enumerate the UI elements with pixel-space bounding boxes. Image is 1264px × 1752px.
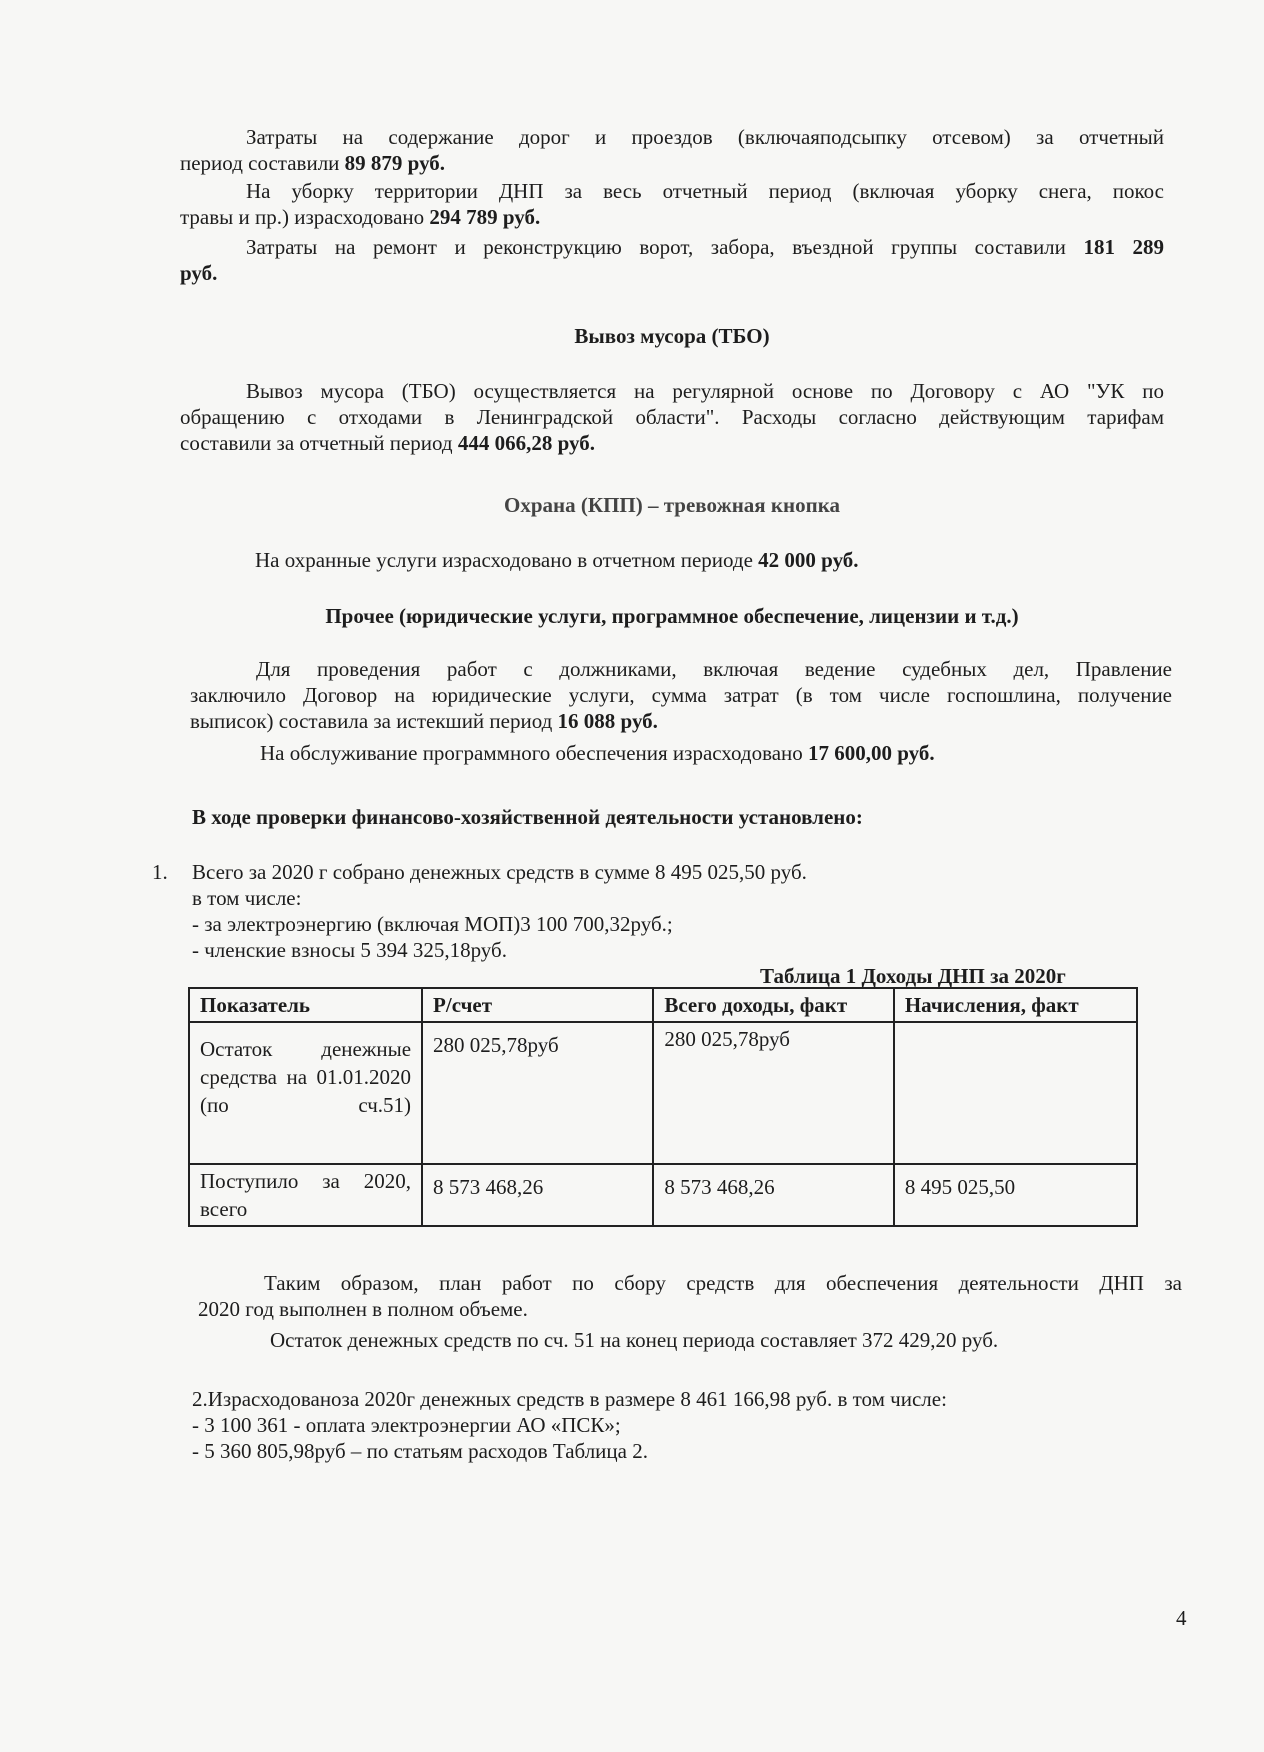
- table-row: [189, 1022, 1137, 1164]
- heading-audit: В ходе проверки финансово-хозяйственной деятельности установлено:: [192, 805, 863, 829]
- list-line: 2.Израсходованоза 2020г денежных средств в размере 8 461 166,98 руб. в том числе:: [192, 1387, 947, 1411]
- paragraph-cleaning: [180, 178, 1164, 230]
- heading-waste: Вывоз мусора (ТБО): [574, 324, 770, 348]
- paragraph-line: Затраты на содержание дорог и проездов (включаяподсыпку отсевом) за отчетный: [246, 125, 1164, 149]
- amount-software: 17 600,00 руб.: [808, 741, 935, 765]
- table-cell: 280 025,78руб: [653, 1022, 894, 1164]
- paragraph-plan: [198, 1270, 1182, 1322]
- table-row: [189, 1164, 1137, 1226]
- table-header-cell: Р/счет: [422, 988, 653, 1022]
- paragraph-line: 2020 год выполнен в полном объеме.: [198, 1297, 528, 1321]
- paragraph-software: На обслуживание программного обеспечения израсходовано 17 600,00 руб.: [260, 741, 935, 765]
- table-cell: [894, 1022, 1137, 1164]
- paragraph-line: На уборку территории ДНП за весь отчетный период (включая уборку снега, покос: [246, 179, 1164, 203]
- paragraph-balance: Остаток денежных средств по сч. 51 на конец периода составляет 372 429,20 руб.: [270, 1328, 999, 1352]
- paragraph-line: руб.: [180, 261, 218, 285]
- paragraph-gates: [180, 234, 1164, 286]
- paragraph-line: составили за отчетный период 444 066,28 руб.: [180, 431, 595, 455]
- amount-gates: 181 289: [1083, 235, 1164, 259]
- heading-security: Охрана (КПП) – тревожная кнопка: [503, 493, 840, 517]
- paragraph-security: На охранные услуги израсходовано в отчетном периоде 42 000 руб.: [255, 548, 859, 572]
- table-header-row: [189, 988, 1137, 1022]
- table-cell: 8 573 468,26: [653, 1164, 894, 1226]
- list-line: - членские взносы 5 394 325,18руб.: [192, 938, 507, 962]
- list-line: Всего за 2020 г собрано денежных средств в сумме 8 495 025,50 руб.: [192, 860, 807, 884]
- paragraph-line: травы и пр.) израсходовано 294 789 руб.: [180, 205, 541, 229]
- heading-other: Прочее (юридические услуги, программное обеспечение, лицензии и т.д.): [325, 604, 1019, 628]
- table-caption: Таблица 1 Доходы ДНП за 2020г: [760, 964, 1066, 988]
- amount-cleaning: 294 789 руб.: [429, 205, 541, 229]
- list-line: - 5 360 805,98руб – по статьям расходов Таблица 2.: [192, 1439, 648, 1463]
- paragraph-line: заключило Договор на юридические услуги, сумма затрат (в том числе госпошлина, получение: [190, 683, 1172, 707]
- paragraph-line: выписок) составила за истекший период 16 088 руб.: [190, 709, 658, 733]
- table-header-cell: Показатель: [189, 988, 422, 1022]
- amount-legal: 16 088 руб.: [557, 709, 658, 733]
- paragraph-line: Затраты на ремонт и реконструкцию ворот, забора, въездной группы составили 181 289: [246, 235, 1164, 259]
- list-line: в том числе:: [192, 886, 302, 910]
- table-cell: 8 573 468,26: [422, 1164, 653, 1226]
- list-number: 1.: [152, 860, 168, 884]
- table-header-cell: Всего доходы, факт: [653, 988, 894, 1022]
- list-line: - 3 100 361 - оплата электроэнергии АО «ПСК»;: [192, 1413, 621, 1437]
- amount-waste: 444 066,28 руб.: [457, 431, 595, 455]
- paragraph-line: период составили 89 879 руб.: [180, 151, 446, 175]
- table-header-cell: Начисления, факт: [894, 988, 1137, 1022]
- paragraph-line: Вывоз мусора (ТБО) осуществляется на регулярной основе по Договору с АО "УК по: [246, 379, 1164, 403]
- amount-security: 42 000 руб.: [758, 548, 859, 572]
- list-item-1: [152, 859, 1152, 963]
- table-cell: 280 025,78руб: [422, 1022, 653, 1164]
- list-line: - за электроэнергию (включая МОП)3 100 700,32руб.;: [192, 912, 673, 936]
- paragraph-line: Для проведения работ с должниками, включая ведение судебных дел, Правление: [256, 657, 1172, 681]
- table-cell: 8 495 025,50: [894, 1164, 1137, 1226]
- amount-roads: 89 879 руб.: [344, 151, 446, 175]
- paragraph-roads: [180, 124, 1164, 176]
- table-cell: Остаток денежные средства на 01.01.2020 (по сч.51): [189, 1022, 422, 1164]
- paragraph-line: Таким образом, план работ по сбору средств для обеспечения деятельности ДНП за: [264, 1271, 1182, 1295]
- list-item-2: [192, 1386, 1172, 1464]
- income-table: [188, 987, 1138, 1227]
- paragraph-legal: [190, 656, 1172, 734]
- paragraph-waste: [180, 378, 1164, 456]
- paragraph-line: обращению с отходами в Ленинградской области". Расходы согласно действующим тарифам: [180, 405, 1164, 429]
- table-cell: Поступило за 2020, всего: [189, 1164, 422, 1226]
- page-number: 4: [1176, 1606, 1187, 1630]
